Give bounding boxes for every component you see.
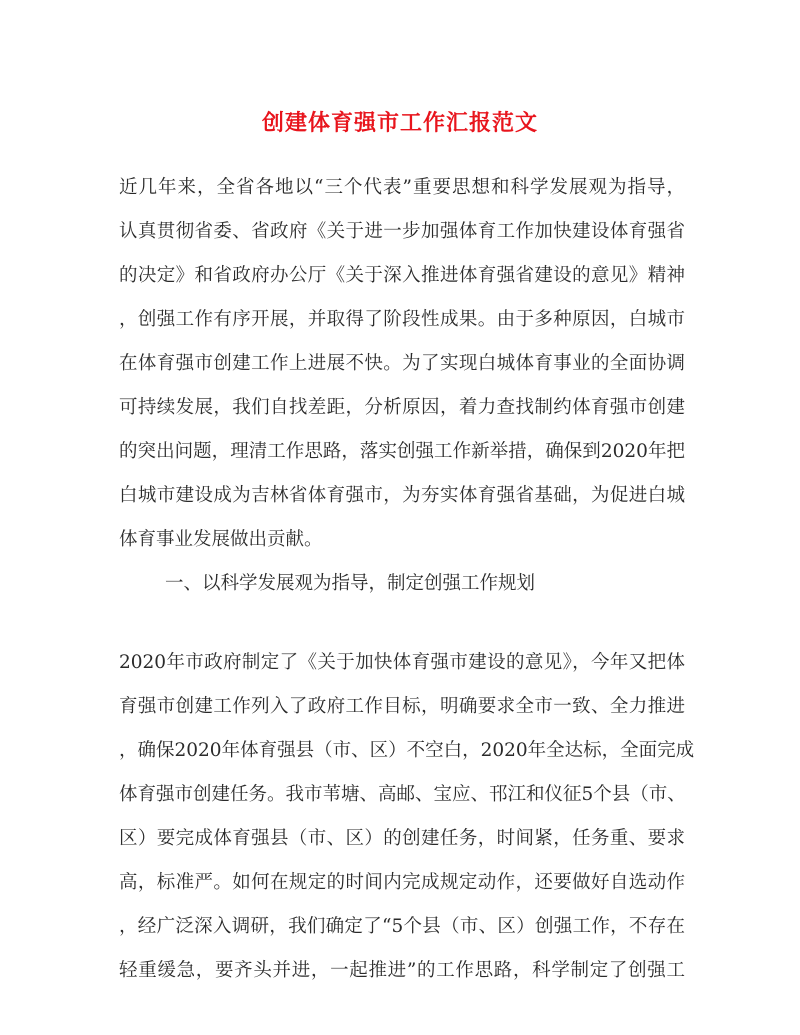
paragraph-line: ，经广泛深入调研，我们确定了“5个县（市、区）创强工作，不存在 <box>119 916 685 937</box>
document-title: 创建体育强市工作汇报范文 <box>261 111 538 136</box>
paragraph-line: 认真贯彻省委、省政府《关于进一步加强体育工作加快建设体育强省 <box>119 221 685 242</box>
paragraph-line: 高，标准严。如何在规定的时间内完成规定动作，还要做好自选动作 <box>119 872 685 893</box>
paragraph-line: 可持续发展，我们自找差距，分析原因，着力查找制约体育强市创建 <box>119 397 685 418</box>
paragraph-line: 的决定》和省政府办公厅《关于深入推进体育强省建设的意见》精神 <box>119 265 685 286</box>
section-heading: 一、以科学发展观为指导，制定创强工作规划 <box>165 573 536 594</box>
paragraph-line: ，创强工作有序开展，并取得了阶段性成果。由于多种原因，白城市 <box>119 309 685 330</box>
paragraph-line: 白城市建设成为吉林省体育强市，为夯实体育强省基础，为促进白城 <box>119 485 685 506</box>
paragraph-line: 2020年市政府制定了《关于加快体育强市建设的意见》，今年又把体 <box>119 652 685 673</box>
paragraph-line: 体育事业发展做出贡献。 <box>119 529 323 550</box>
paragraph-line: ，确保2020年体育强县（市、区）不空白，2020年全达标，全面完成 <box>119 740 695 761</box>
paragraph-line: 体育强市创建任务。我市苇塘、高邮、宝应、邗江和仪征5个县（市、 <box>119 784 686 805</box>
paragraph-line: 的突出问题，理清工作思路，落实创强工作新举措，确保到2020年把 <box>119 441 685 462</box>
paragraph-line: 育强市创建工作列入了政府工作目标，明确要求全市一致、全力推进 <box>119 696 685 717</box>
paragraph-line: 区）要完成体育强县（市、区）的创建任务，时间紧，任务重、要求 <box>119 828 685 849</box>
paragraph-line: 轻重缓急，要齐头并进，一起推进”的工作思路，科学制定了创强工 <box>119 960 685 981</box>
paragraph-line: 在体育强市创建工作上进展不快。为了实现白城体育事业的全面协调 <box>119 353 685 374</box>
paragraph-line: 近几年来，全省各地以“三个代表”重要思想和科学发展观为指导， <box>119 177 685 198</box>
